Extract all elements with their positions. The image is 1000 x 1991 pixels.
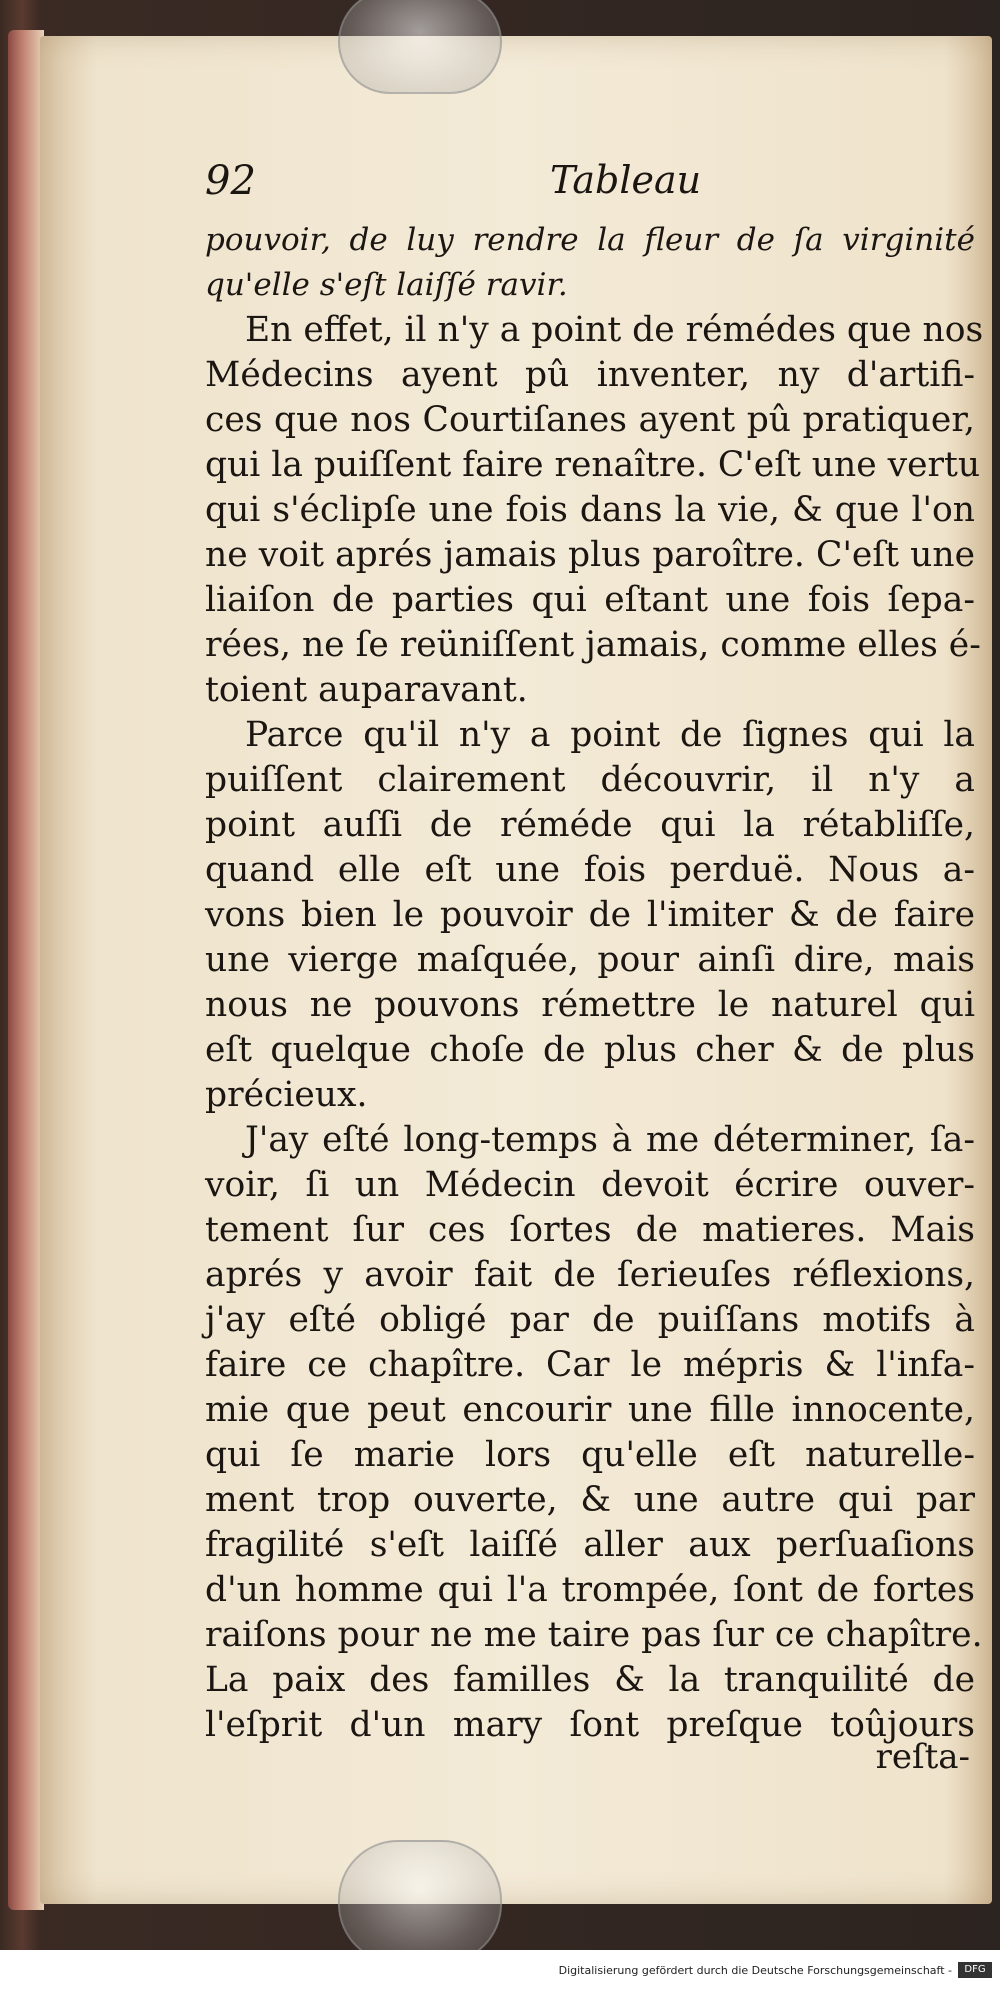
text-line: puiſſent clairement découvrir, il n'y a: [205, 760, 975, 800]
text-line: j'ay eſté obligé par de puiſſans motifs à: [205, 1300, 975, 1340]
text-line: précieux.: [205, 1075, 368, 1115]
text-line: faire ce chapître. Car le mépris & l'infa-: [205, 1345, 975, 1385]
page-number: 92: [205, 158, 256, 204]
text-line: J'ay eſté long-temps à me déterminer, ſa-: [245, 1120, 975, 1160]
text-line: raiſons pour ne me taire pas ſur ce chapître.: [205, 1615, 983, 1655]
text-line: Médecins ayent pû inventer, ny d'artifi-: [205, 355, 975, 395]
text-line: voir, ſi un Médecin devoit écrire ouver-: [205, 1165, 975, 1205]
text-line: qui s'éclipſe une fois dans la vie, & que l'on: [205, 490, 975, 530]
text-line: Parce qu'il n'y a point de ſignes qui la: [245, 715, 975, 755]
text-line: ne voit aprés jamais plus paroître. C'eſt une: [205, 535, 975, 575]
running-head: [205, 158, 975, 210]
text-line: d'un homme qui l'a trompée, ſont de fortes: [205, 1570, 975, 1610]
catchword: reſta-: [875, 1737, 970, 1777]
dfg-logo-badge: DFG: [958, 1962, 992, 1978]
text-line: l'eſprit d'un mary ſont preſque toûjours: [205, 1705, 975, 1745]
text-line: fragilité s'eſt laiſſé aller aux perſuaſions: [205, 1525, 975, 1565]
text-line: pouvoir, de luy rendre la fleur de ſa virginité: [205, 222, 975, 258]
text-line: vons bien le pouvoir de l'imiter & de faire: [205, 895, 975, 935]
text-line: ces que nos Courtiſanes ayent pû pratiquer,: [205, 400, 975, 440]
text-line: nous ne pouvons rémettre le naturel qui: [205, 985, 975, 1025]
text-line: mie que peut encourir une fille innocente,: [205, 1390, 975, 1430]
text-line: qui la puiſſent faire renaître. C'eſt une vertu: [205, 445, 981, 485]
text-line: ment trop ouverte, & une autre qui par: [205, 1480, 975, 1520]
page-clip-bottom: [338, 1840, 502, 1964]
text-line: tement ſur ces ſortes de matieres. Mais: [205, 1210, 975, 1250]
text-line: En effet, il n'y a point de rémédes que nos: [245, 310, 984, 350]
running-title: Tableau: [550, 158, 702, 202]
funding-credit: Digitalisierung gefördert durch die Deutsche Forschungsgemeinschaft -: [558, 1964, 952, 1977]
book-page-edge: [8, 30, 44, 1910]
text-line: toient auparavant.: [205, 670, 528, 710]
text-line: qu'elle s'eſt laiſſé ravir.: [205, 267, 568, 303]
text-line: La paix des familles & la tranquilité de: [205, 1660, 975, 1700]
text-line: liaiſon de parties qui eſtant une fois ſepa-: [205, 580, 975, 620]
text-line: quand elle eſt une fois perduë. Nous a-: [205, 850, 975, 890]
text-line: point auſſi de réméde qui la rétabliſſe,: [205, 805, 975, 845]
text-line: qui ſe marie lors qu'elle eſt naturelle-: [205, 1435, 975, 1475]
text-line: rées, ne ſe reüniſſent jamais, comme elles é-: [205, 625, 981, 665]
text-line: une vierge maſquée, pour ainſi dire, mais: [205, 940, 975, 980]
page-clip-top: [338, 0, 502, 94]
text-line: aprés y avoir fait de ſerieuſes réflexions,: [205, 1255, 975, 1295]
text-line: eſt quelque choſe de plus cher & de plus: [205, 1030, 975, 1070]
page-text-block: [205, 158, 984, 1748]
